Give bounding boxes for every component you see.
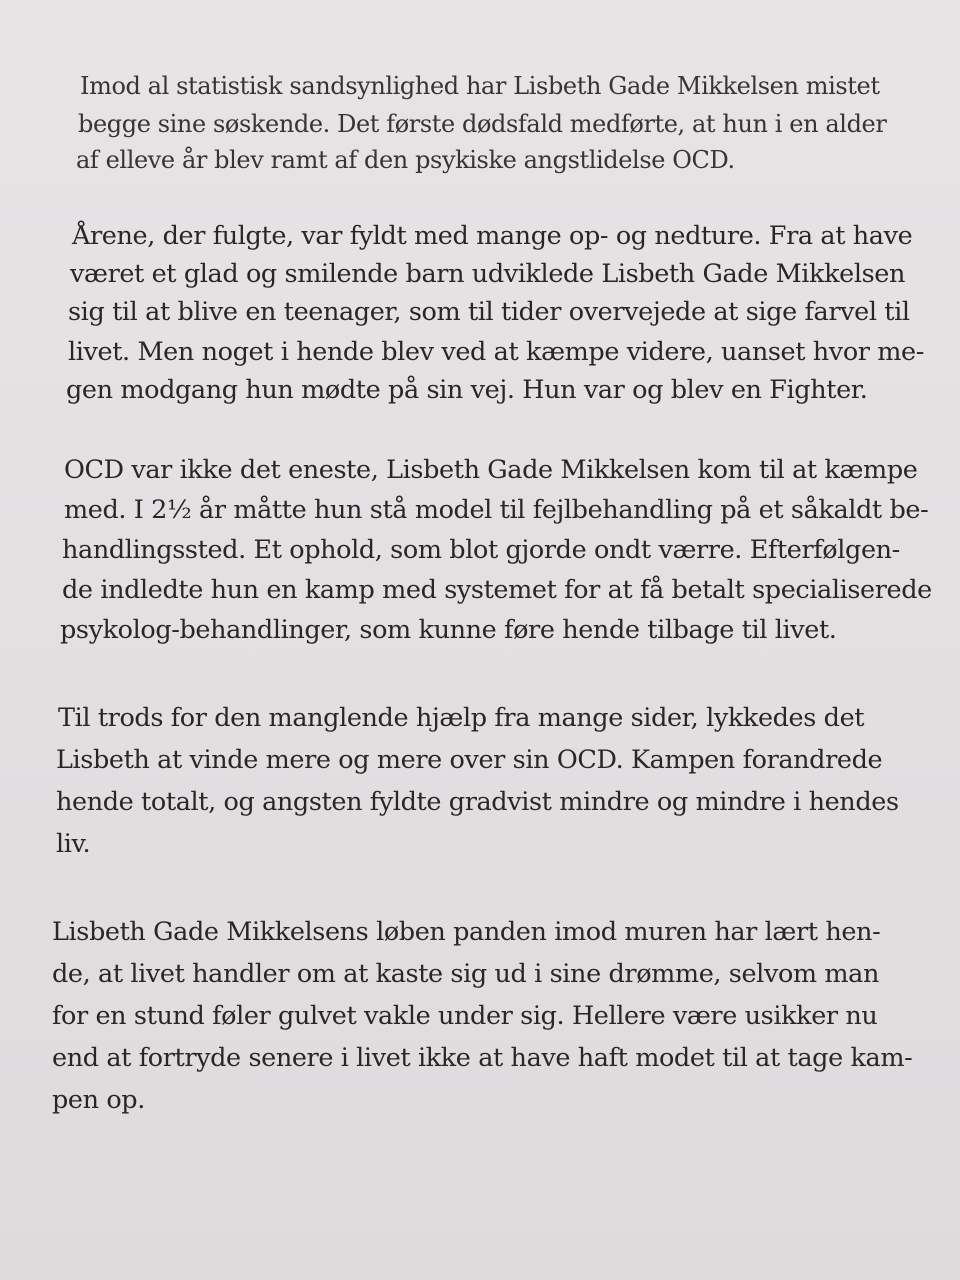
text-line: for en stund føler gulvet vakle under sig. Hellere være usikker nu — [52, 1001, 878, 1031]
text-line: de indledte hun en kamp med systemet for at få betalt specialiserede — [62, 575, 932, 605]
text-line: begge sine søskende. Det første dødsfald medførte, at hun i en alder — [78, 110, 887, 138]
text-line: end at fortryde senere i livet ikke at have haft modet til at tage kam- — [52, 1043, 913, 1073]
text-line: sig til at blive en teenager, som til tider overvejede at sige farvel til — [68, 297, 910, 327]
text-line: psykolog-behandlinger, som kunne føre hende tilbage til livet. — [60, 615, 837, 645]
text-line: med. I 2½ år måtte hun stå model til fejlbehandling på et såkaldt be- — [64, 495, 929, 525]
text-line: Imod al statistisk sandsynlighed har Lisbeth Gade Mikkelsen mistet — [80, 72, 880, 100]
text-line: af elleve år blev ramt af den psykiske angstlidelse OCD. — [76, 146, 735, 174]
text-line: Til trods for den manglende hjælp fra mange sider, lykkedes det — [58, 703, 865, 733]
text-line: liv. — [56, 829, 91, 859]
text-line: Lisbeth Gade Mikkelsens løben panden imod muren har lært hen- — [52, 917, 881, 947]
text-line: Årene, der fulgte, var fyldt med mange op- og nedture. Fra at have — [72, 221, 913, 251]
text-line: OCD var ikke det eneste, Lisbeth Gade Mikkelsen kom til at kæmpe — [64, 455, 918, 485]
text-line: de, at livet handler om at kaste sig ud i sine drømme, selvom man — [52, 959, 879, 989]
text-line: været et glad og smilende barn udviklede Lisbeth Gade Mikkelsen — [70, 259, 906, 289]
text-line: Lisbeth at vinde mere og mere over sin OCD. Kampen forandrede — [56, 745, 883, 775]
text-line: gen modgang hun mødte på sin vej. Hun var og blev en Fighter. — [66, 375, 868, 405]
text-line: livet. Men noget i hende blev ved at kæmpe videre, uanset hvor me- — [68, 337, 924, 367]
text-line: handlingssted. Et ophold, som blot gjorde ondt værre. Efterfølgen- — [62, 535, 900, 565]
text-line: pen op. — [52, 1085, 145, 1115]
text-line: hende totalt, og angsten fyldte gradvist mindre og mindre i hendes — [56, 787, 899, 817]
